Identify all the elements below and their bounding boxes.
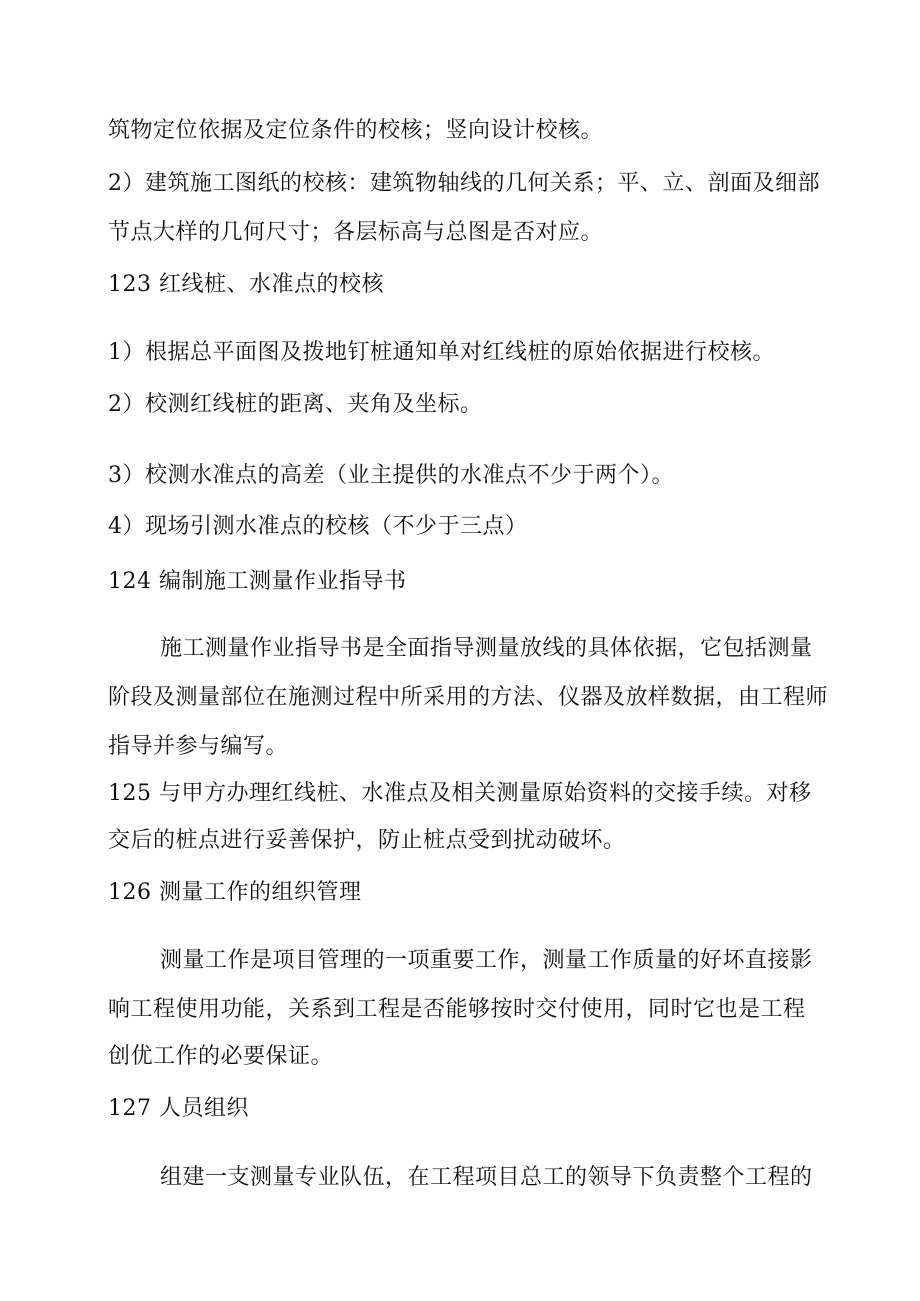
list-item: 1）根据总平面图及拨地钉桩通知单对红线桩的原始依据进行校核。 — [108, 340, 775, 365]
section-heading: 123 红线桩、水准点的校核 — [108, 272, 384, 297]
list-item: 4）现场引测水准点的校核（不少于三点） — [108, 514, 528, 539]
paragraph-line: 筑物定位依据及定位条件的校核；竖向设计校核。 — [108, 118, 604, 143]
section-heading: 125 与甲方办理红线桩、水准点及相关测量原始资料的交接手续。对移 — [108, 781, 812, 806]
paragraph-line: 施工测量作业指导书是全面指导测量放线的具体依据，它包括测量 — [160, 636, 813, 661]
section-heading: 127 人员组织 — [108, 1096, 249, 1121]
section-heading: 126 测量工作的组织管理 — [108, 880, 362, 905]
list-item: 2）校测红线桩的距离、夹角及坐标。 — [108, 392, 483, 417]
paragraph-line: 组建一支测量专业队伍，在工程项目总工的领导下负责整个工程的 — [160, 1165, 813, 1190]
paragraph-line: 测量工作是项目管理的一项重要工作，测量工作质量的好坏直接影 — [160, 948, 813, 973]
section-heading: 124 编制施工测量作业指导书 — [108, 569, 407, 594]
paragraph-line: 2）建筑施工图纸的校核：建筑物轴线的几何关系；平、立、剖面及细部 — [108, 171, 820, 196]
paragraph-line: 交后的桩点进行妥善保护，防止桩点受到扰动破坏。 — [108, 828, 626, 853]
paragraph-line: 响工程使用功能，关系到工程是否能够按时交付使用，同时它也是工程 — [108, 997, 806, 1022]
paragraph-line: 阶段及测量部位在施测过程中所采用的方法、仪器及放样数据，由工程师 — [108, 685, 829, 710]
list-item: 3）校测水准点的高差（业主提供的水准点不少于两个）。 — [108, 463, 674, 488]
paragraph-line: 指导并参与编写。 — [108, 734, 289, 759]
paragraph-line: 节点大样的几何尺寸；各层标高与总图是否对应。 — [108, 220, 604, 245]
paragraph-line: 创优工作的必要保证。 — [108, 1044, 334, 1069]
